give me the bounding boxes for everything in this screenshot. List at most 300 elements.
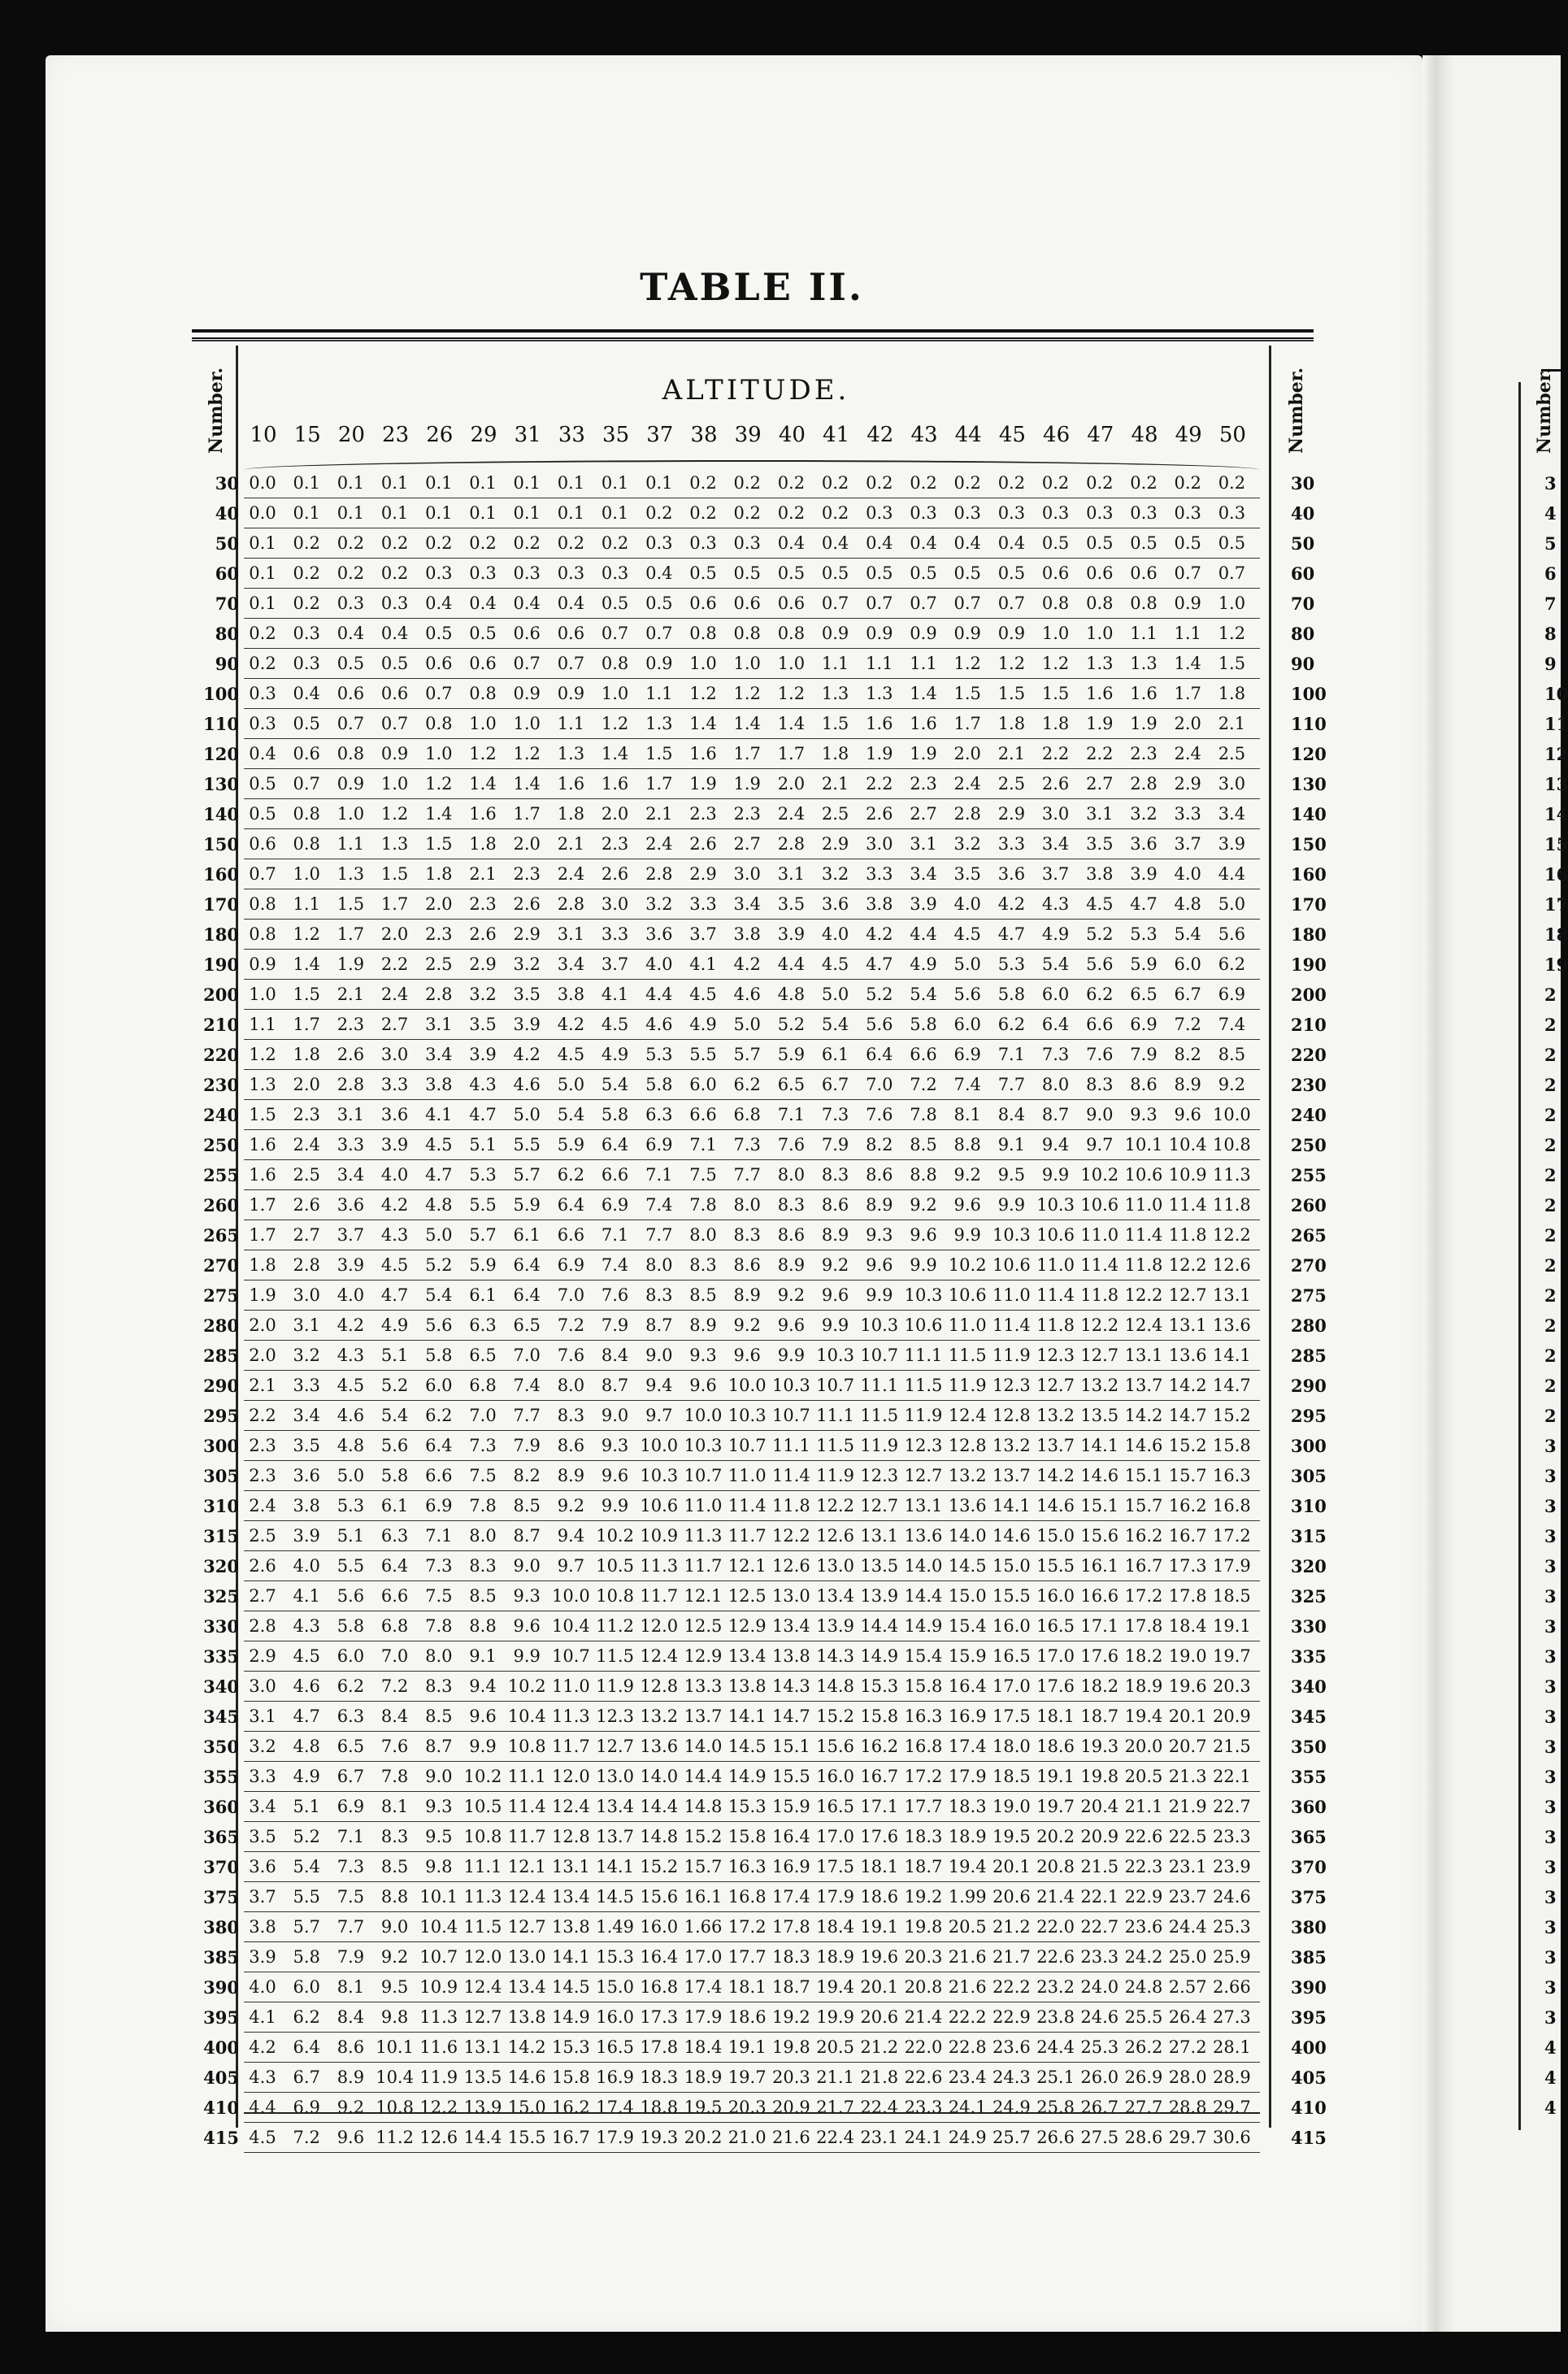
facing-row-number: 3 [1544,1556,1557,1576]
table-cell: 18.9 [948,1827,987,1846]
table-cell: 5.9 [777,1045,806,1064]
table-cell: 0.6 [1041,563,1070,583]
table-cell: 4.5 [1086,894,1114,914]
table-cell: 29.7 [1168,2128,1207,2147]
table-cell: 3.3 [866,864,893,884]
table-cell: 13.2 [1036,1406,1075,1425]
table-cell: 5.1 [469,1135,497,1154]
table-cell: 23.1 [1168,1857,1207,1876]
table-cell: 6.5 [777,1075,806,1094]
table-cell: 10.3 [728,1406,767,1425]
table-cell: 10.7 [816,1376,854,1395]
table-cell: 3.5 [953,864,981,884]
table-cell: 10.4 [507,1707,546,1726]
table-cell: 8.6 [777,1225,806,1245]
table-cell: 19.1 [728,2037,767,2057]
table-cell: 12.1 [507,1857,546,1876]
table-cell: 6.1 [821,1045,849,1064]
table-cell: 14.2 [1124,1406,1163,1425]
table-cell: 2.5 [425,954,453,974]
facing-row-number: 2 [1544,1315,1557,1336]
table-cell: 25.3 [1213,1917,1251,1937]
table-cell: 9.4 [469,1676,497,1696]
table-cell: 0.4 [645,563,673,583]
table-cell: 0.8 [1130,594,1158,613]
row-number-right: 335 [1291,1646,1327,1667]
table-cell: 17.9 [596,2128,634,2147]
table-cell: 12.5 [728,1586,767,1606]
table-cell: 2.3 [425,924,453,944]
table-cell: 4.4 [1218,864,1246,884]
table-cell: 3.1 [293,1315,320,1335]
table-cell: 16.0 [596,2007,634,2027]
table-cell: 2.9 [469,954,497,974]
table-cell: 17.5 [992,1707,1031,1726]
table-cell: 1.9 [689,774,717,794]
table-cell: 0.7 [1218,563,1246,583]
table-cell: 12.2 [816,1496,854,1515]
table-cell: 3.8 [866,894,893,914]
table-cell: 11.4 [1036,1285,1075,1305]
table-cell: 23.3 [1080,1947,1119,1967]
table-cell: 2.3 [249,1436,276,1455]
table-cell: 3.2 [249,1737,276,1756]
table-cell: 7.6 [601,1285,629,1305]
table-row [0,1045,1561,1075]
table-cell: 16.8 [904,1737,943,1756]
table-cell: 1.6 [1130,684,1158,703]
table-cell: 0.7 [1174,563,1201,583]
table-cell: 7.2 [1174,1015,1201,1034]
table-cell: 6.8 [380,1616,409,1636]
table-cell: 6.9 [601,1195,629,1215]
table-cell: 6.9 [557,1255,585,1275]
table-cell: 4.1 [425,1105,453,1124]
table-cell: 12.6 [816,1526,854,1546]
table-cell: 9.5 [425,1827,453,1846]
table-cell: 8.0 [689,1225,717,1245]
table-cell: 28.0 [1168,2067,1207,2087]
table-cell: 8.9 [1174,1075,1201,1094]
table-cell: 8.7 [513,1526,541,1546]
table-row [0,2007,1561,2037]
table-cell: 0.3 [1130,503,1158,523]
table-cell: 3.6 [821,894,849,914]
table-cell: 19.2 [772,2007,810,2027]
table-cell: 4.2 [513,1045,541,1064]
table-cell: 25.1 [1036,2067,1075,2087]
table-cell: 15.7 [1124,1496,1163,1515]
table-cell: 7.8 [469,1496,497,1515]
table-cell: 0.2 [380,533,409,553]
table-cell: 6.6 [380,1586,409,1606]
table-cell: 0.7 [557,654,585,673]
table-cell: 6.4 [1041,1015,1070,1034]
table-cell: 0.9 [645,654,673,673]
row-number-left: 400 [203,2037,239,2058]
table-cell: 0.5 [953,563,981,583]
table-cell: 4.4 [910,924,937,944]
table-cell: 17.0 [684,1947,723,1967]
row-underline [244,1009,1260,1010]
altitude-col-29: 29 [470,423,497,447]
table-cell: 5.7 [513,1165,541,1185]
table-cell: 11.3 [1213,1165,1251,1185]
table-cell: 22.9 [1124,1887,1163,1907]
table-cell: 15.2 [816,1707,854,1726]
table-cell: 2.7 [910,804,937,824]
table-cell: 6.2 [425,1406,453,1425]
table-cell: 5.8 [425,1346,453,1365]
table-cell: 2.0 [953,744,981,763]
row-underline [244,1911,1260,1912]
table-cell: 2.5 [249,1526,276,1546]
table-cell: 4.0 [337,1285,365,1305]
table-cell: 7.0 [866,1075,893,1094]
table-cell: 1.7 [380,894,409,914]
table-cell: 0.6 [1130,563,1158,583]
table-cell: 19.1 [1036,1767,1075,1786]
table-cell: 5.7 [733,1045,761,1064]
table-cell: 8.7 [425,1737,453,1756]
row-number-left: 100 [203,684,239,704]
table-cell: 5.6 [1218,924,1246,944]
table-cell: 1.0 [513,714,541,733]
table-cell: 6.9 [425,1496,453,1515]
table-row [0,1225,1561,1255]
table-cell: 0.5 [1041,533,1070,553]
table-cell: 4.7 [293,1707,320,1726]
facing-row-number: 2 [1544,1075,1557,1095]
table-cell: 15.4 [948,1616,987,1636]
table-cell: 1.5 [997,684,1026,703]
table-cell: 0.7 [293,774,320,794]
table-cell: 18.7 [1080,1707,1119,1726]
table-cell: 21.3 [1168,1767,1207,1786]
table-cell: 17.8 [1168,1586,1207,1606]
row-number-right: 320 [1291,1556,1327,1576]
table-cell: 4.8 [777,985,806,1004]
facing-row-number: 4 [1544,503,1557,524]
row-number-left: 250 [203,1135,239,1155]
table-cell: 0.4 [777,533,806,553]
facing-row-number: 12 [1544,744,1568,764]
table-cell: 0.8 [249,894,276,914]
table-cell: 18.3 [772,1947,810,1967]
table-cell: 19.6 [1168,1676,1207,1696]
table-cell: 1.1 [293,894,320,914]
table-cell: 2.6 [601,864,629,884]
table-cell: 7.1 [337,1827,365,1846]
table-cell: 10.5 [463,1797,502,1816]
table-cell: 2.9 [689,864,717,884]
table-cell: 0.2 [997,473,1026,493]
table-cell: 12.2 [1124,1285,1163,1305]
row-number-left: 255 [203,1165,239,1185]
facing-row-number: 3 [1544,1586,1557,1607]
table-cell: 14.2 [507,2037,546,2057]
table-cell: 1.7 [733,744,761,763]
table-cell: 0.8 [733,624,761,643]
row-number-left: 220 [203,1045,239,1065]
table-cell: 11.0 [1124,1195,1163,1215]
table-cell: 2.0 [249,1315,276,1335]
table-cell: 9.7 [645,1406,673,1425]
row-underline [244,2062,1260,2063]
table-cell: 22.5 [1168,1827,1207,1846]
table-cell: 0.8 [689,624,717,643]
table-cell: 18.0 [992,1737,1031,1756]
table-cell: 1.8 [469,834,497,854]
table-cell: 2.8 [293,1255,320,1275]
table-cell: 9.9 [910,1255,937,1275]
table-cell: 12.5 [684,1616,723,1636]
table-cell: 4.6 [645,1015,673,1034]
table-cell: 9.0 [601,1406,629,1425]
altitude-col-47: 47 [1087,423,1114,447]
row-number-right: 330 [1291,1616,1327,1637]
table-cell: 0.3 [557,563,585,583]
row-number-left: 200 [203,985,239,1005]
table-cell: 5.4 [380,1406,409,1425]
table-cell: 23.4 [948,2067,987,2087]
table-cell: 4.5 [337,1376,365,1395]
table-cell: 10.7 [684,1466,723,1485]
table-cell: 2.2 [866,774,893,794]
table-cell: 15.1 [1080,1496,1119,1515]
table-cell: 7.3 [337,1857,365,1876]
table-row [0,1165,1561,1195]
table-cell: 0.4 [469,594,497,613]
table-cell: 5.9 [513,1195,541,1215]
table-cell: 10.9 [419,1977,458,1997]
facing-row-number: 3 [1544,1436,1557,1456]
table-cell: 0.4 [380,624,409,643]
table-cell: 16.9 [948,1707,987,1726]
table-cell: 2.6 [293,1195,320,1215]
table-cell: 5.5 [689,1045,717,1064]
table-cell: 0.6 [777,594,806,613]
table-cell: 7.6 [380,1737,409,1756]
row-number-left: 370 [203,1857,239,1877]
row-number-left: 190 [203,954,239,975]
table-cell: 14.9 [728,1767,767,1786]
row-underline [244,1430,1260,1431]
table-cell: 17.8 [1124,1616,1163,1636]
table-cell: 8.1 [337,1977,365,1997]
table-cell: 30.6 [1213,2128,1251,2147]
table-cell: 7.7 [733,1165,761,1185]
table-cell: 1.3 [337,864,365,884]
table-cell: 18.3 [948,1797,987,1816]
table-cell: 22.7 [1213,1797,1251,1816]
table-cell: 3.0 [733,864,761,884]
table-cell: 0.2 [293,563,320,583]
table-cell: 1.5 [645,744,673,763]
table-cell: 3.4 [425,1045,453,1064]
table-cell: 17.2 [1124,1586,1163,1606]
altitude-col-26: 26 [426,423,454,447]
table-cell: 0.6 [557,624,585,643]
table-row [0,654,1561,684]
table-cell: 1.4 [733,714,761,733]
row-underline [244,738,1260,739]
table-cell: 2.4 [380,985,409,1004]
row-number-right: 70 [1291,594,1315,614]
table-cell: 0.2 [380,563,409,583]
table-cell: 14.7 [1168,1406,1207,1425]
row-number-left: 280 [203,1315,239,1336]
table-cell: 7.5 [469,1466,497,1485]
table-cell: 19.7 [728,2067,767,2087]
table-cell: 3.8 [293,1496,320,1515]
row-underline [244,919,1260,920]
table-cell: 8.7 [1041,1105,1070,1124]
table-row [0,1767,1561,1797]
table-cell: 0.7 [249,864,276,884]
table-cell: 0.2 [645,503,673,523]
table-row [0,1105,1561,1135]
table-cell: 0.6 [425,654,453,673]
table-cell: 13.7 [992,1466,1031,1485]
table-cell: 4.7 [866,954,893,974]
table-cell: 8.8 [953,1135,981,1154]
row-number-left: 365 [203,1827,239,1847]
table-cell: 22.9 [992,2007,1031,2027]
table-cell: 2.3 [910,774,937,794]
table-cell: 20.8 [1036,1857,1075,1876]
table-cell: 6.2 [733,1075,761,1094]
table-cell: 0.2 [1174,473,1201,493]
table-cell: 0.2 [337,533,365,553]
row-underline [244,1520,1260,1521]
table-cell: 9.6 [866,1255,893,1275]
table-cell: 0.3 [249,714,276,733]
table-cell: 13.1 [1168,1315,1207,1335]
table-cell: 11.4 [772,1466,810,1485]
table-cell: 5.3 [337,1496,365,1515]
row-underline [244,1400,1260,1401]
table-cell: 26.0 [1080,2067,1119,2087]
table-cell: 13.1 [463,2037,502,2057]
table-cell: 1.1 [337,834,365,854]
table-cell: 11.0 [1080,1225,1119,1245]
table-cell: 8.0 [425,1646,453,1666]
table-cell: 11.3 [552,1707,590,1726]
table-cell: 22.1 [1080,1887,1119,1907]
table-cell: 24.9 [948,2128,987,2147]
table-cell: 17.1 [1080,1616,1119,1636]
facing-row-number: 8 [1544,624,1557,644]
table-cell: 17.5 [816,1857,854,1876]
table-cell: 19.4 [1124,1707,1163,1726]
table-cell: 20.9 [772,2098,810,2117]
table-cell: 0.2 [469,533,497,553]
row-number-left: 305 [203,1466,239,1486]
table-cell: 15.8 [904,1676,943,1696]
table-cell: 13.8 [772,1646,810,1666]
table-cell: 11.4 [992,1315,1031,1335]
table-cell: 1.4 [689,714,717,733]
table-cell: 1.5 [380,864,409,884]
table-cell: 9.9 [821,1315,849,1335]
table-cell: 16.9 [596,2067,634,2087]
table-cell: 24.8 [1124,1977,1163,1997]
table-cell: 0.9 [866,624,893,643]
table-cell: 10.7 [552,1646,590,1666]
table-cell: 7.9 [513,1436,541,1455]
table-cell: 2.0 [513,834,541,854]
table-cell: 11.9 [419,2067,458,2087]
table-cell: 5.4 [821,1015,849,1034]
table-cell: 12.8 [640,1676,679,1696]
table-cell: 13.1 [860,1526,899,1546]
table-cell: 14.3 [772,1676,810,1696]
table-cell: 5.1 [337,1526,365,1546]
table-cell: 7.4 [513,1376,541,1395]
table-cell: 5.3 [469,1165,497,1185]
table-cell: 3.5 [293,1436,320,1455]
table-cell: 7.1 [777,1105,806,1124]
table-cell: 5.6 [866,1015,893,1034]
table-cell: 14.6 [1124,1436,1163,1455]
table-cell: 1.6 [249,1165,276,1185]
table-cell: 17.6 [1080,1646,1119,1666]
table-cell: 6.4 [513,1285,541,1305]
table-cell: 3.3 [293,1376,320,1395]
table-cell: 6.8 [733,1105,761,1124]
table-cell: 1.4 [513,774,541,794]
facing-row-number: 14 [1544,804,1568,824]
table-cell: 4.2 [997,894,1026,914]
table-cell: 11.7 [728,1526,767,1546]
facing-row-number: 17 [1544,894,1568,915]
table-cell: 14.5 [552,1977,590,1997]
table-cell: 6.7 [293,2067,320,2087]
table-cell: 2.8 [953,804,981,824]
table-cell: 13.2 [948,1466,987,1485]
table-cell: 9.8 [425,1857,453,1876]
table-cell: 16.7 [860,1767,899,1786]
altitude-col-40: 40 [778,423,806,447]
row-number-right: 275 [1291,1285,1327,1306]
table-cell: 1.5 [293,985,320,1004]
row-number-left: 390 [203,1977,239,1998]
table-cell: 9.3 [1130,1105,1158,1124]
table-row [0,1015,1561,1045]
table-cell: 2.8 [1130,774,1158,794]
table-cell: 8.3 [777,1195,806,1215]
table-cell: 7.8 [425,1616,453,1636]
row-number-right: 60 [1291,563,1315,584]
table-cell: 4.7 [469,1105,497,1124]
table-cell: 25.0 [1168,1947,1207,1967]
table-cell: 0.2 [249,624,276,643]
table-cell: 3.4 [557,954,585,974]
table-cell: 20.5 [948,1917,987,1937]
table-cell: 7.4 [645,1195,673,1215]
table-cell: 16.7 [1124,1556,1163,1576]
table-cell: 7.7 [645,1225,673,1245]
table-cell: 7.9 [1130,1045,1158,1064]
table-cell: 0.5 [249,804,276,824]
table-cell: 0.1 [293,473,320,493]
table-cell: 20.2 [684,2128,723,2147]
table-cell: 0.7 [997,594,1026,613]
table-cell: 0.7 [425,684,453,703]
table-cell: 4.5 [557,1045,585,1064]
table-cell: 2.8 [777,834,806,854]
